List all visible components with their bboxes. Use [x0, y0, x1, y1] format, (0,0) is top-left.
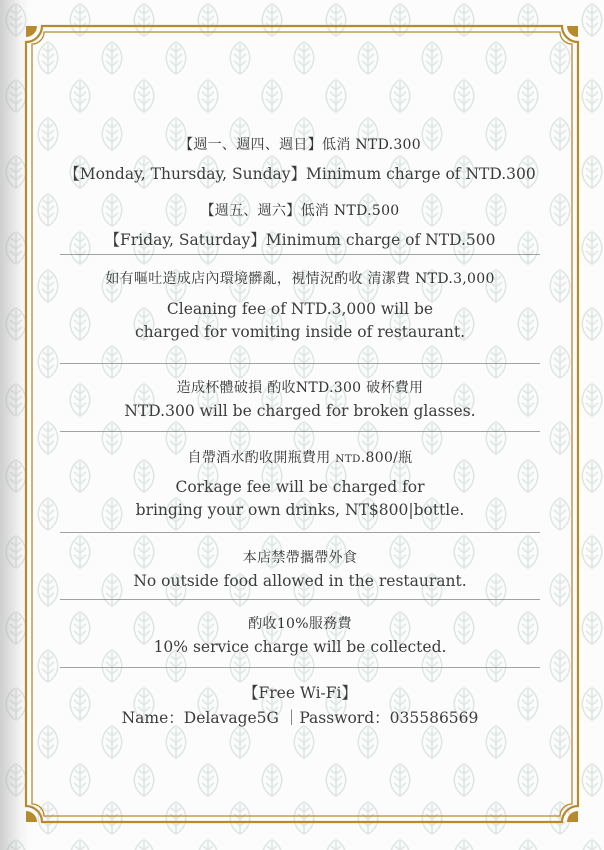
- divider: [60, 254, 540, 255]
- corkage-zh-prefix: 自帶酒水酌收開瓶費用: [187, 450, 336, 466]
- broken-glass-zh: 造成杯體破損 酌收NTD.300 破杯費用: [176, 380, 424, 396]
- corner-ornament-top-left: [26, 26, 37, 37]
- corkage-en-line1: Corkage fee will be charged for: [175, 478, 425, 496]
- section-minimum-weekday: [60, 134, 540, 184]
- section-corkage: [60, 447, 540, 519]
- section-service-charge: [60, 613, 540, 656]
- corkage-zh-suffix: .800/瓶: [360, 450, 413, 466]
- corkage-zh-unit: NTD: [335, 453, 361, 465]
- divider: [60, 599, 540, 600]
- divider: [60, 431, 540, 432]
- section-wifi: [60, 681, 540, 728]
- service-charge-en: 10% service charge will be collected.: [153, 638, 447, 656]
- broken-glass-en: NTD.300 will be charged for broken glasses.: [124, 402, 476, 420]
- minimum-weekday-zh: 【週一、週四、週日】低消 NTD.300: [179, 137, 421, 153]
- outside-food-en: No outside food allowed in the restaurant.: [133, 572, 467, 590]
- service-charge-zh: 酌收10%服務費: [248, 616, 352, 632]
- divider: [60, 667, 540, 668]
- wifi-title: 【Free Wi-Fi】: [242, 684, 357, 702]
- cleaning-fee-en-line1: Cleaning fee of NTD.3,000 will be: [166, 300, 434, 318]
- section-minimum-weekend: [60, 200, 540, 250]
- divider: [60, 532, 540, 533]
- corner-ornament-bottom-left: [26, 811, 37, 822]
- section-cleaning-fee: [60, 268, 540, 341]
- minimum-weekend-zh: 【週五、週六】低消 NTD.500: [200, 203, 400, 219]
- corkage-zh: [60, 447, 540, 467]
- minimum-weekend-en: 【Friday, Saturday】Minimum charge of NTD.500: [104, 231, 496, 249]
- cleaning-fee-en-line2: charged for vomiting inside of restaurant.: [134, 323, 466, 341]
- minimum-weekday-en: 【Monday, Thursday, Sunday】Minimum charge of NTD.300: [64, 165, 536, 183]
- section-outside-food: [60, 547, 540, 590]
- section-broken-glass: [60, 377, 540, 420]
- wifi-credentials: Name：Delavage5G ｜Password：035586569: [121, 709, 479, 727]
- corkage-en-line2: bringing your own drinks, NT$800|bottle.: [135, 501, 465, 519]
- cleaning-fee-zh: 如有嘔吐造成店內環境髒亂，視情況酌收 清潔費 NTD.3,000: [105, 271, 495, 287]
- outside-food-zh: 本店禁帶攜帶外食: [242, 550, 358, 566]
- corner-ornament-bottom-right: [567, 811, 578, 822]
- divider: [60, 363, 540, 364]
- corner-ornament-top-right: [567, 26, 578, 37]
